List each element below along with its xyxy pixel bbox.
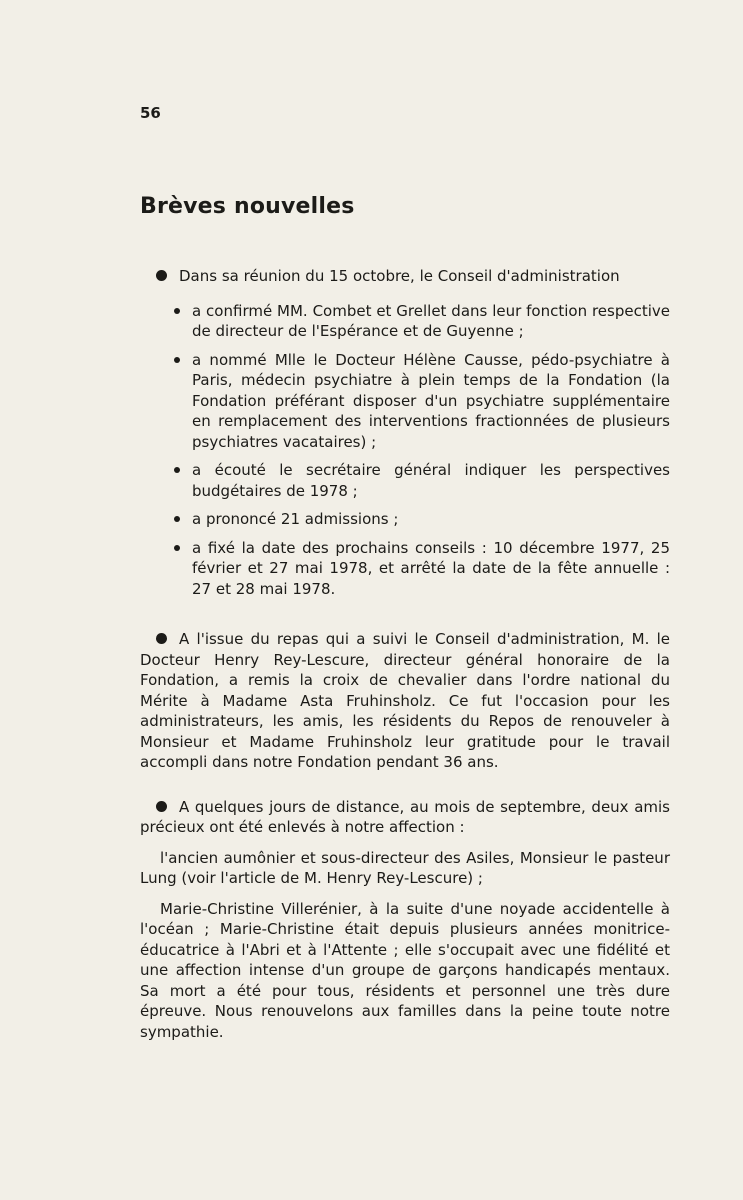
obituary-villerenier: Marie-Christine Villerénier, à la suite d'une noyade accidentelle à l'océan ; Marie-Christine était depuis plusieurs années monitrice-éducatrice à l'Abri et à l'Attente ; elle s'occupait avec une fidélité et une affection intense d'un groupe de garçons handicapés mentaux. Sa mort a été pour tous, résidents et personnel une très dure épreuve. Nous renouvelons aux familles dans la peine toute notre sympathie. <box>140 899 670 1041</box>
bullet-icon <box>174 467 180 473</box>
article-body <box>140 266 670 1042</box>
list-item <box>140 301 670 342</box>
bullet-icon <box>174 308 180 314</box>
list-item-text: a prononcé 21 admissions ; <box>192 510 399 528</box>
page-number: 56 <box>140 104 161 122</box>
bullet-icon <box>174 516 180 522</box>
medal-ceremony-paragraph: A l'issue du repas qui a suivi le Conseil d'administration, M. le Docteur Henry Rey-Lescure, directeur général honoraire de la Fondation, a remis la croix de chevalier dans l'ordre national du Mérite à Madame Asta Fruhinsholz. Ce fut l'occasion pour les administrateurs, les amis, les résidents du Repos de renouveler à Monsieur et Madame Fruhinsholz leur gratitude pour le travail accompli dans notre Fondation pendant 36 ans. <box>140 630 670 771</box>
list-item-text: a écouté le secrétaire général indiquer les perspectives budgétaires de 1978 ; <box>192 461 670 500</box>
obituary-intro: A quelques jours de distance, au mois de septembre, deux amis précieux ont été enlevés à notre affection : <box>140 797 670 836</box>
list-item-text: a nommé Mlle le Docteur Hélène Causse, pédo-psychiatre à Paris, médecin psychiatre à plein temps de la Fondation (la Fondation préférant disposer d'un psychiatre supplémentaire en remplacement des interventions fractionnées de plusieurs psychiatres vacataires) ; <box>192 350 670 451</box>
list-item <box>140 509 670 530</box>
list-item-text: a fixé la date des prochains conseils : 10 décembre 1977, 25 février et 27 mai 1978, et arrêté la date de la fête annuelle : 27 et 28 mai 1978. <box>192 538 670 598</box>
list-item <box>140 350 670 453</box>
page-title: Brèves nouvelles <box>140 194 355 219</box>
bullet-icon <box>174 545 180 551</box>
bullet-icon <box>174 357 180 363</box>
council-meeting-intro: Dans sa réunion du 15 octobre, le Conseil d'administration <box>140 266 670 287</box>
obituary-lung: l'ancien aumônier et sous-directeur des Asiles, Monsieur le pasteur Lung (voir l'article de M. Henry Rey-Lescure) ; <box>140 848 670 887</box>
list-item <box>140 460 670 501</box>
list-item-text: a confirmé MM. Combet et Grellet dans leur fonction respective de directeur de l'Espérance et de Guyenne ; <box>192 301 670 340</box>
list-item <box>140 538 670 600</box>
